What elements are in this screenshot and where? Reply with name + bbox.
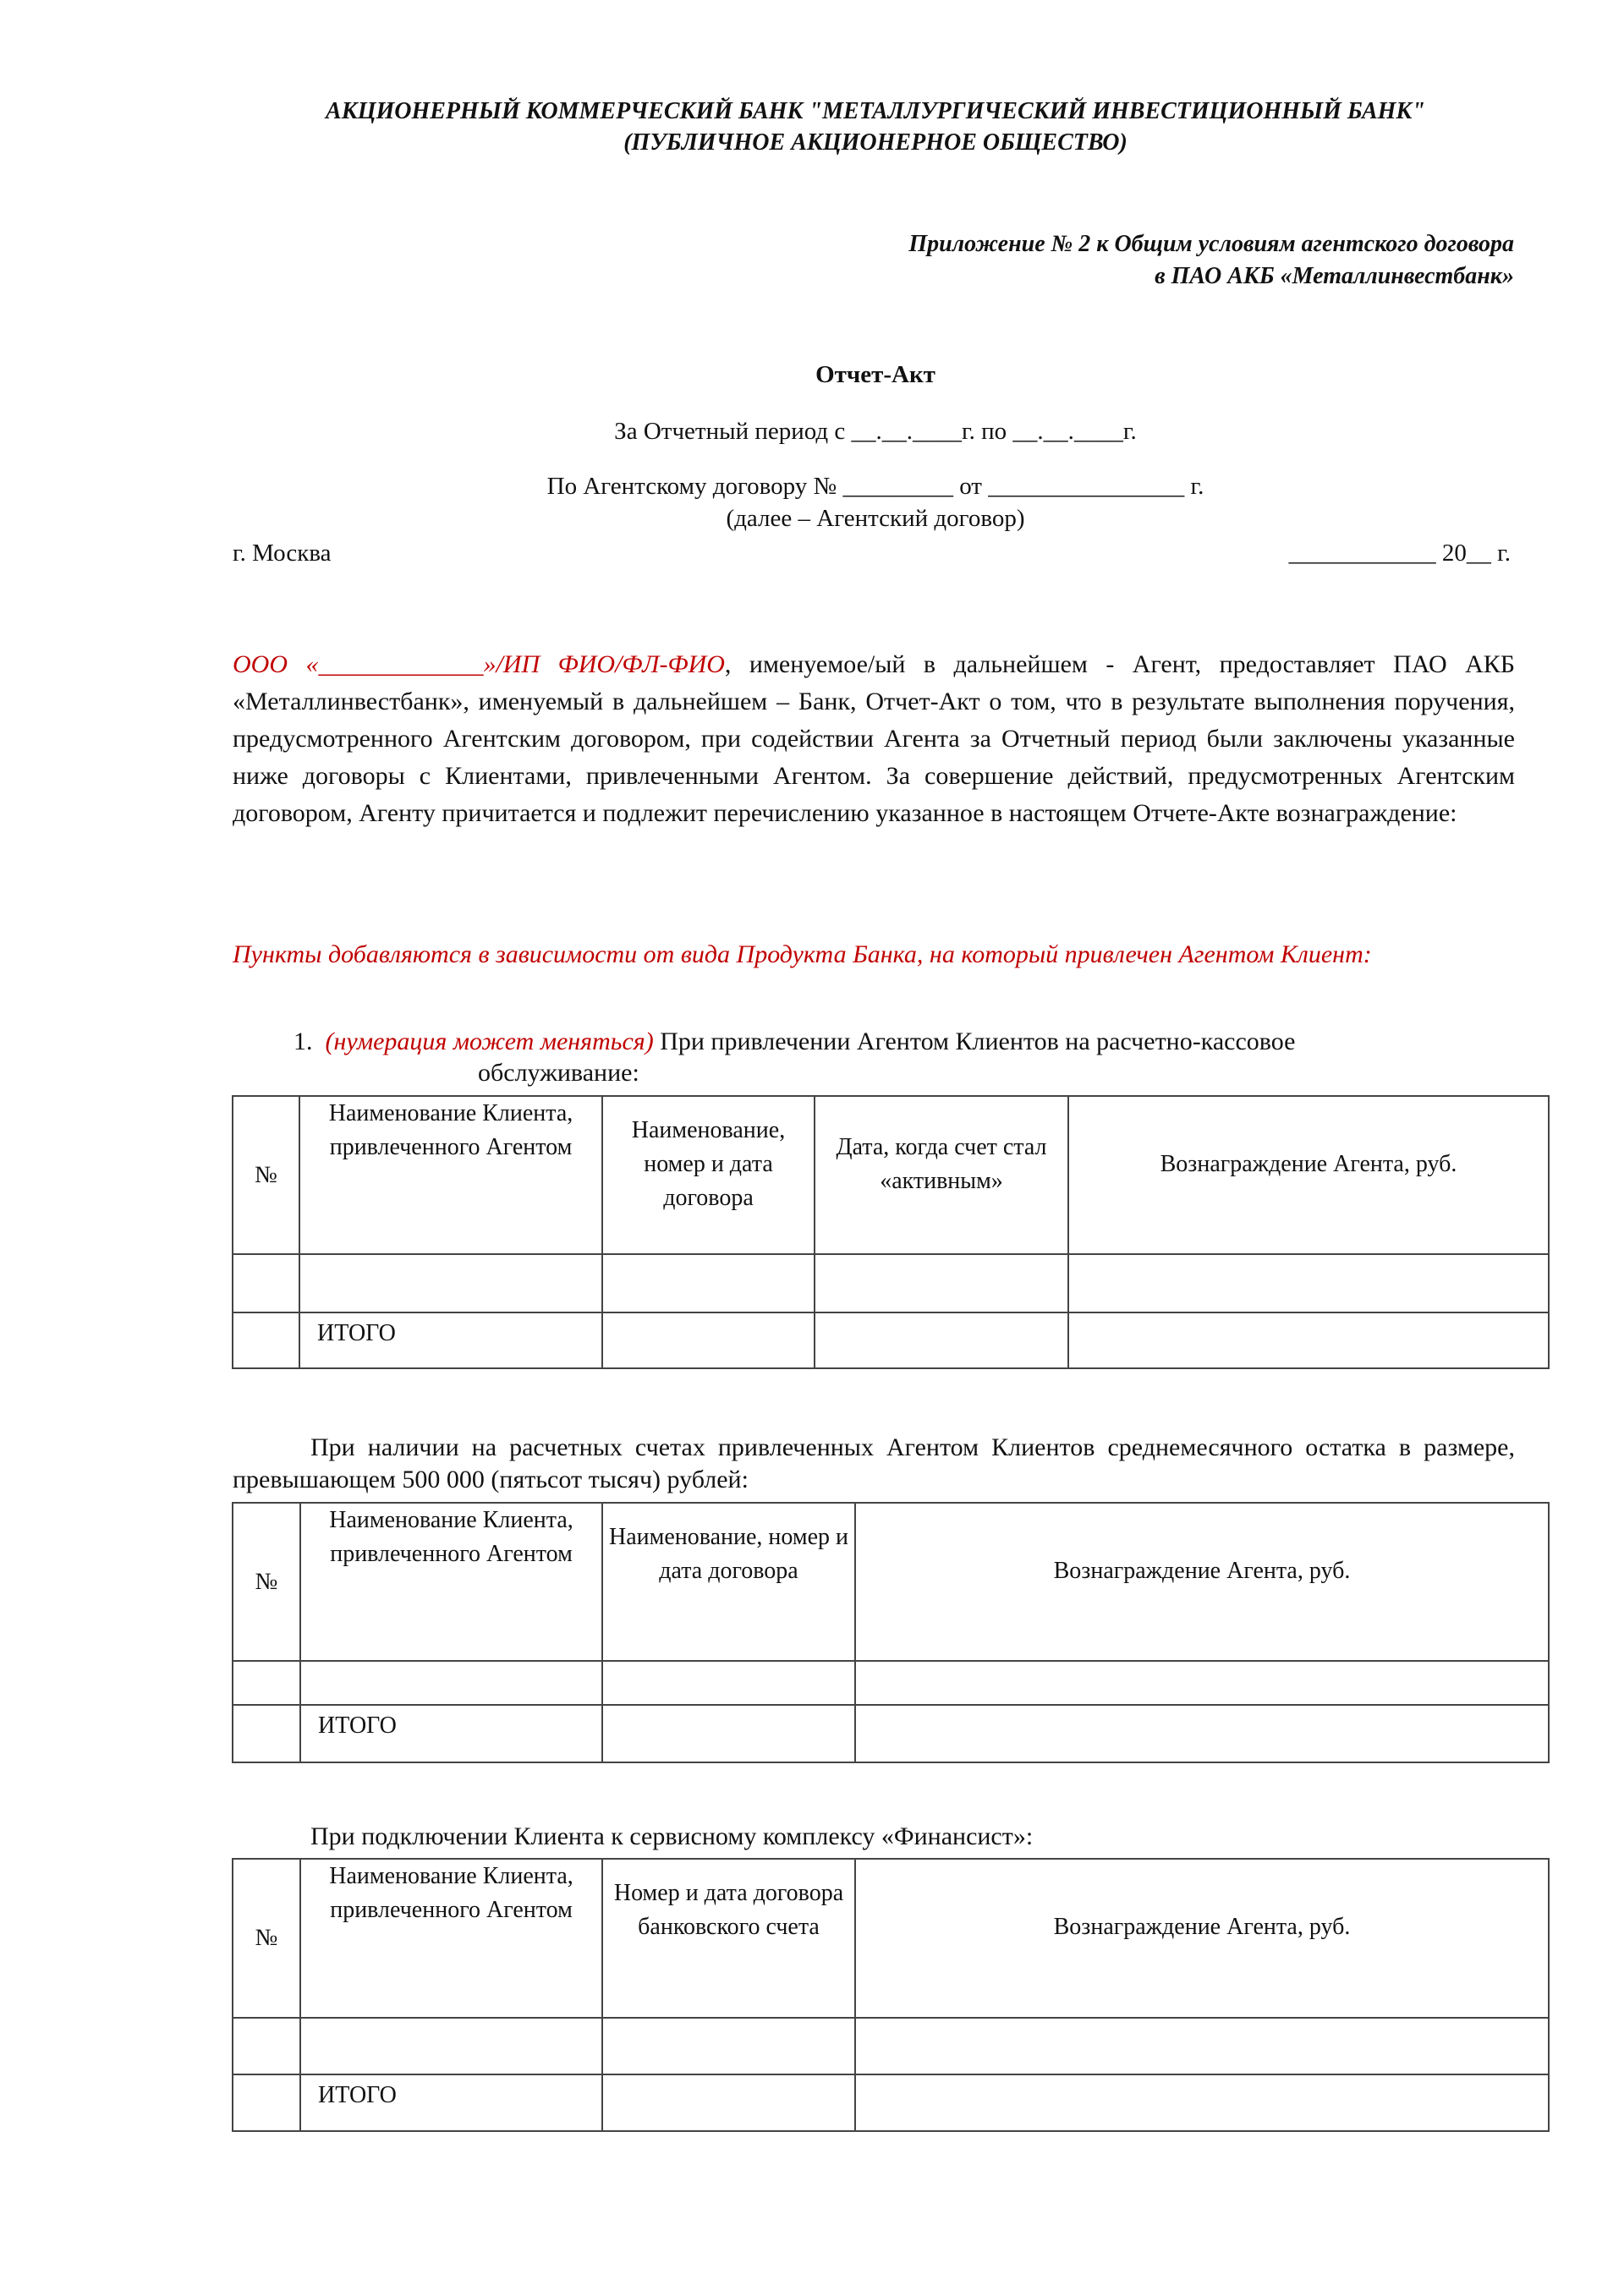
col-header-number: № (233, 1096, 299, 1254)
date-field: ____________ 20__ г. (1288, 540, 1511, 567)
section2-text: При наличии на расчетных счетах привлеченных Агентом Клиентов среднемесячного остатка в размере, превышающем 500 000 (пятьсот тысяч) рублей: (233, 1433, 1515, 1493)
total-value[interactable] (855, 2074, 1549, 2131)
col-header-contract: Наименование, номер и дата договора (602, 1503, 855, 1661)
section1-text-cont: обслуживание: (478, 1059, 639, 1087)
cell[interactable] (602, 2074, 855, 2131)
appendix-line1: Приложение № 2 к Общим условиям агентского договора (908, 231, 1514, 257)
instruction-note: Пункты добавляются в зависимости от вида Продукта Банка, на который привлечен Агентом Клиент: (233, 940, 1372, 968)
intro-text: , именуемое/ый в дальнейшем - Агент, предоставляет ПАО АКБ «Металлинвестбанк», именуемый в дальнейшем – Банк, Отчет-Акт о том, что в результате выполнения поручения, предусмотренного Агентским договором, при содействии Агента за Отчетный период были заключены указанные ниже договоры с Клиентами, привлеченными Агентом. За совершение действий, предусмотренных Агентским договором, Агенту причитается и подлежит перечислению указанное в настоящем Отчете-Акте вознаграждение: (233, 650, 1515, 827)
table-row (233, 1661, 1549, 1705)
intro-paragraph (233, 646, 1515, 832)
contract-line: По Агентскому договору № _________ от ________________ г. (546, 473, 1204, 500)
table-header-row (233, 1503, 1549, 1661)
cell[interactable] (602, 1705, 855, 1762)
cell[interactable] (855, 2018, 1549, 2074)
col-header-reward: Вознаграждение Агента, руб. (1068, 1096, 1549, 1254)
col-header-contract: Наименование, номер и дата договора (602, 1096, 815, 1254)
total-value[interactable] (1068, 1312, 1549, 1368)
agent-name-placeholder: ООО «_____________»/ИП ФИО/ФЛ-ФИО (233, 650, 725, 678)
cell[interactable] (299, 1254, 602, 1312)
table-total-row (233, 1705, 1549, 1762)
table-header-row (233, 1859, 1549, 2018)
period-line: За Отчетный период с __.__.____г. по __.__.____г. (614, 418, 1137, 445)
total-label: ИТОГО (300, 2074, 602, 2131)
table-finansist (232, 1858, 1550, 2132)
table-row (233, 1254, 1549, 1312)
col-header-client: Наименование Клиента, привлеченного Агентом (300, 1859, 602, 2018)
col-header-active-date: Дата, когда счет стал «активным» (815, 1096, 1068, 1254)
col-header-reward: Вознаграждение Агента, руб. (855, 1503, 1549, 1661)
cell[interactable] (602, 1312, 815, 1368)
cell[interactable] (1068, 1254, 1549, 1312)
bank-name-line2: (ПУБЛИЧНОЕ АКЦИОНЕРНОЕ ОБЩЕСТВО) (623, 129, 1127, 156)
cell[interactable] (300, 1661, 602, 1705)
cell[interactable] (233, 1312, 299, 1368)
col-header-reward: Вознаграждение Агента, руб. (855, 1859, 1549, 2018)
cell[interactable] (815, 1254, 1068, 1312)
col-header-number: № (233, 1859, 300, 2018)
contract-note: (далее – Агентский договор) (726, 505, 1025, 532)
cell[interactable] (233, 1705, 300, 1762)
place-label: г. Москва (233, 540, 332, 567)
table-rko (232, 1095, 1550, 1369)
numbering-note: (нумерация может меняться) (325, 1027, 654, 1055)
table-balance (232, 1502, 1550, 1763)
section1-number: 1. (294, 1027, 313, 1055)
cell[interactable] (602, 2018, 855, 2074)
cell[interactable] (815, 1312, 1068, 1368)
col-header-account-contract: Номер и дата договора банковского счета (602, 1859, 855, 2018)
total-label: ИТОГО (299, 1312, 602, 1368)
cell[interactable] (233, 1661, 300, 1705)
total-value[interactable] (855, 1705, 1549, 1762)
section3-text: При подключении Клиента к сервисному комплексу «Финансист»: (310, 1822, 1034, 1850)
table-header-row (233, 1096, 1549, 1254)
table-row (233, 2018, 1549, 2074)
cell[interactable] (233, 2074, 300, 2131)
cell[interactable] (233, 1254, 299, 1312)
cell[interactable] (855, 1661, 1549, 1705)
appendix-line2: в ПАО АКБ «Металлинвестбанк» (1155, 263, 1514, 289)
table-total-row (233, 1312, 1549, 1368)
total-label: ИТОГО (300, 1705, 602, 1762)
cell[interactable] (300, 2018, 602, 2074)
cell[interactable] (233, 2018, 300, 2074)
col-header-client: Наименование Клиента, привлеченного Агентом (300, 1503, 602, 1661)
cell[interactable] (602, 1661, 855, 1705)
document-title: Отчет-Акт (815, 361, 935, 388)
col-header-number: № (233, 1503, 300, 1661)
table-total-row (233, 2074, 1549, 2131)
bank-name-line1: АКЦИОНЕРНЫЙ КОММЕРЧЕСКИЙ БАНК "МЕТАЛЛУРГИЧЕСКИЙ ИНВЕСТИЦИОННЫЙ БАНК" (326, 98, 1425, 124)
cell[interactable] (602, 1254, 815, 1312)
section1-text: При привлечении Агентом Клиентов на расчетно-кассовое (660, 1027, 1296, 1055)
section1-heading (294, 1026, 1295, 1057)
col-header-client: Наименование Клиента, привлеченного Агентом (299, 1096, 602, 1254)
